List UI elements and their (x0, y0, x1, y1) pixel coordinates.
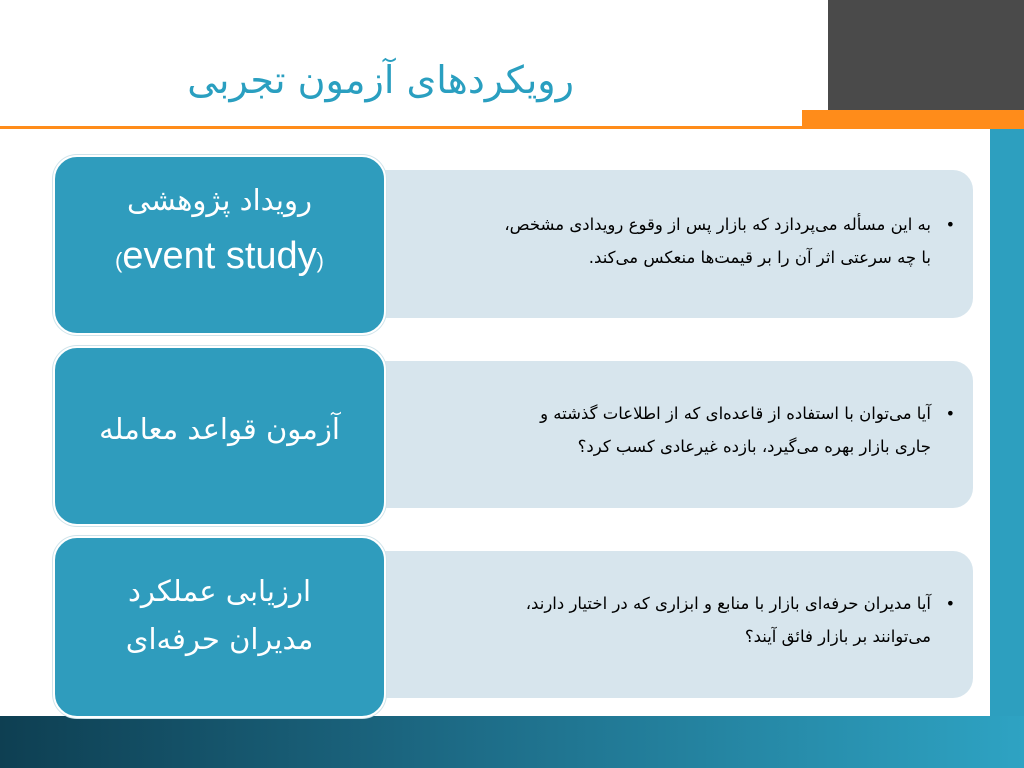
right-teal-strip (990, 129, 1024, 719)
paren-open: ( (115, 248, 123, 273)
description-text (390, 208, 955, 274)
description-panel (330, 361, 973, 508)
label-line: مدیران حرفه‌ای (125, 622, 314, 656)
bullet-icon: • (945, 594, 955, 613)
description-line: می‌توانند بر بازار فائق آیند؟ (744, 627, 931, 646)
label-box (53, 536, 386, 718)
description-text (390, 397, 955, 463)
bullet-icon: • (945, 404, 955, 423)
orange-accent-block (802, 110, 1024, 129)
description-line: به این مسأله می‌پردازد که بازار پس از وقوع رویدادی مشخص، (504, 215, 931, 234)
bottom-gradient-band (0, 716, 1024, 768)
orange-divider-line (0, 126, 802, 129)
description-panel (330, 170, 973, 318)
slide-title: رویکردهای آزمون تجربی (187, 58, 574, 102)
description-text (390, 587, 955, 653)
description-line: جاری بازار بهره می‌گیرد، بازده غیرعادی کسب کرد؟ (577, 437, 931, 456)
description-line: آیا مدیران حرفه‌ای بازار با منابع و ابزاری که در اختیار دارند، (525, 594, 931, 613)
bullet-icon: • (945, 215, 955, 234)
paren-close: ) (316, 248, 324, 273)
label-line: ارزیابی عملکرد (127, 574, 312, 608)
description-line: آیا می‌توان با استفاده از قاعده‌ای که از اطلاعات گذشته و (540, 404, 931, 423)
label-english: event study (122, 235, 317, 277)
label-line: آزمون قواعد معامله (99, 412, 340, 446)
description-line: با چه سرعتی اثر آن را بر قیمت‌ها منعکس می‌کند. (588, 248, 931, 267)
label-box (53, 155, 386, 335)
label-line: رویداد پژوهشی (127, 183, 312, 217)
label-box (53, 346, 386, 526)
label-english-line (55, 235, 384, 278)
top-right-dark-block (828, 0, 1024, 110)
description-panel (330, 551, 973, 698)
